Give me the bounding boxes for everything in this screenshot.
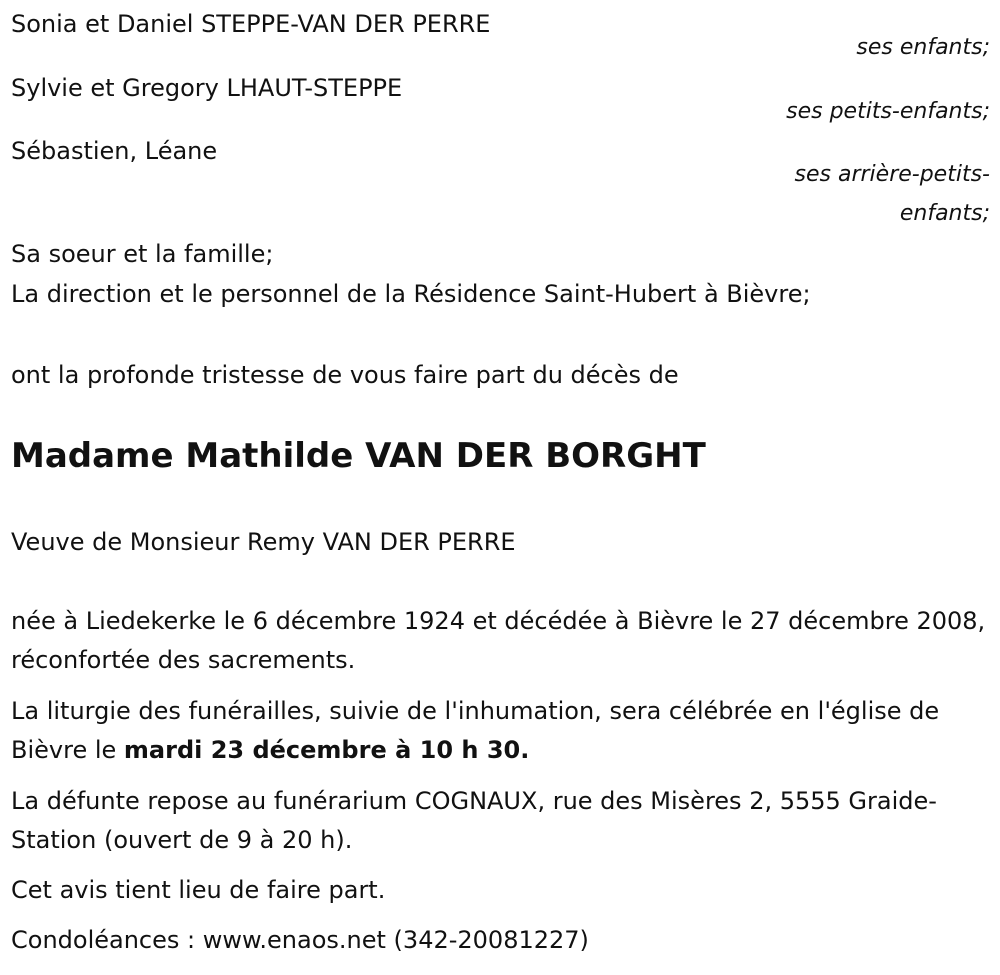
liturgy-prefix: La liturgie des funérailles, suivie de l'inhumation, sera célébrée en l'église de Bièvre le — [11, 697, 940, 764]
condolences-text: Condoléances : www.enaos.net (342-20081227) — [11, 926, 589, 954]
notice-text: Cet avis tient lieu de faire part. — [11, 876, 386, 904]
great-grandchildren-role-line1: ses arrière-petits- — [794, 162, 990, 187]
residence-staff: La direction et le personnel de la Résidence Saint-Hubert à Bièvre; — [11, 280, 811, 308]
great-grandchildren-role-line2: enfants; — [899, 201, 990, 226]
widow-of: Veuve de Monsieur Remy VAN DER PERRE — [11, 528, 516, 556]
sister-and-family: Sa soeur et la famille; — [11, 240, 274, 268]
birth-death-details: née à Liedekerke le 6 décembre 1924 et décédée à Bièvre le 27 décembre 2008, réconfortée des sacrements. — [11, 607, 986, 674]
children-names: Sonia et Daniel STEPPE-VAN DER PERRE — [11, 10, 491, 38]
grandchildren-role: ses petits-enfants; — [786, 99, 990, 124]
liturgy-details — [11, 692, 991, 770]
great-grandchildren-names: Sébastien, Léane — [11, 137, 218, 165]
deceased-name: Madame Mathilde VAN DER BORGHT — [11, 436, 706, 476]
liturgy-date: mardi 23 décembre à 10 h 30. — [123, 736, 530, 764]
funerarium-details: La défunte repose au funérarium COGNAUX, rue des Misères 2, 5555 Graide-Station (ouvert de 9 à 20 h). — [11, 787, 937, 854]
grandchildren-names: Sylvie et Gregory LHAUT-STEPPE — [11, 74, 403, 102]
intro-text: ont la profonde tristesse de vous faire part du décès de — [11, 361, 679, 389]
children-role: ses enfants; — [856, 35, 990, 60]
